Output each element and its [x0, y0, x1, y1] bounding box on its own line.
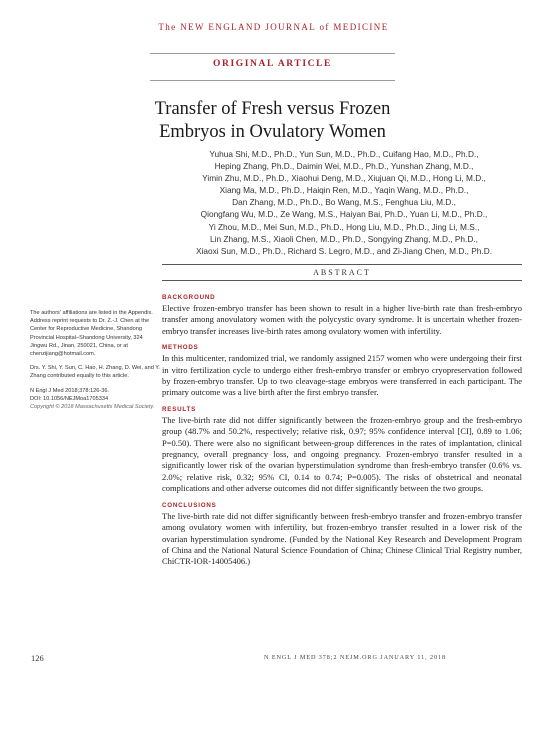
author-line: Yi Zhou, M.D., Mei Sun, M.D., Ph.D., Hong Liu, M.D., Ph.D., Jing Li, M.S., [208, 221, 480, 232]
header-rule-top [150, 53, 395, 54]
citation-note: N Engl J Med 2018;378:126-36. [30, 387, 109, 394]
author-list [168, 148, 520, 257]
results-text: The live-birth rate did not differ significantly between the frozen-embryo group and the fresh-embryo group (48.7% and 50.2%, respectively; relative risk, 0.97; 95% confidence interval [CI], 0.89 to 1.06; P=0.50). There were also no significant between-group differences in the rates of implantation, clinical pregnancy, overall pregnancy loss, and ongoing pregnancy. Frozen-embryo transfer resulted in a significantly lower risk of the ovarian hyperstimulation syndrome than fresh-embryo transfer (0.6% vs. 2.0%; relative risk, 0.32; 95% CI, 0.14 to 0.74; P=0.005). The risks of obstetrical and neonatal complications and other adverse outcomes did not differ significantly between the two groups. [162, 414, 522, 494]
equal-contribution-note: Drs. Y. Shi, Y. Sun, C. Hao, H. Zhang, D. Wei, and Y. Zhang contributed equally to this article. [30, 365, 160, 380]
author-affiliations-note: The authors' affiliations are listed in the Appendix. Address reprint requests to Dr. Z.-J. Chen at the Center for Reproductive Medicine, Shandong Provincial Hospital–Shandong University, 324 Jingwu Rd., Jinan, 250021, China, or at chenzijiang@hotmail.com. [30, 310, 153, 358]
author-line: Heping Zhang, Ph.D., Daimin Wei, M.D., Ph.D., Yunshan Zhang, M.D., [214, 161, 474, 172]
copyright-note: Copyright © 2018 Massachusetts Medical Society. [30, 404, 155, 411]
results-heading: RESULTS [162, 405, 197, 413]
background-heading: BACKGROUND [162, 294, 216, 301]
abstract-rule-bottom [162, 280, 522, 281]
author-line: Lin Zhang, M.S., Xiaoli Chen, M.D., Ph.D., Songying Zhang, M.D., Ph.D., [210, 233, 478, 244]
background-text: Elective frozen-embryo transfer has been shown to result in a higher live-birth rate than fresh-embryo transfer among anovulatory women with the polycystic ovary syndrome. It is uncertain whether frozen-embryo transfer increases live-birth rates among ovulatory women with infertility. [162, 303, 522, 336]
author-line: Dan Zhang, M.D., Ph.D., Bo Wang, M.S., Fenghua Liu, M.D., [232, 197, 456, 208]
sidebar-notes [30, 309, 160, 417]
abstract-heading: ABSTRACT [313, 268, 371, 277]
abstract-body [162, 294, 522, 575]
author-line: Qiongfang Wu, M.D., Ze Wang, M.S., Haiyan Bai, Ph.D., Yuan Li, M.D., Ph.D., [200, 209, 488, 220]
methods-text: In this multicenter, randomized trial, we randomly assigned 2157 women who were undergoing their first in vitro fertilization cycle to undergo either fresh-embryo transfer or embryo cryopreservation followed by frozen-embryo transfer. Up to two cleavage-stage embryos were transferred in each participant. The primary outcome was a live birth after the first embryo transfer. [162, 353, 522, 398]
author-line: Xiang Ma, M.D., Ph.D., Haiqin Ren, M.D., Yaqin Wang, M.D., Ph.D., [219, 185, 469, 196]
methods-heading: METHODS [162, 344, 199, 352]
author-line: Yimin Zhu, M.D., Ph.D., Xiaohui Deng, M.D., Xiujuan Qi, M.D., Hong Li, M.D., [202, 173, 486, 184]
journal-masthead: The NEW ENGLAND JOURNAL of MEDICINE [158, 22, 389, 32]
header-rule-bottom [150, 80, 395, 81]
page-number: 126 [31, 653, 44, 663]
conclusions-text: The live-birth rate did not differ significantly between fresh-embryo transfer and frozen-embryo transfer among ovulatory women with infertility, but frozen-embryo transfer resulted in a lower risk of the ovarian hyperstimulation syndrome. (Funded by the National Key Research and Development Program of China and the National Natural Science Foundation of China; Chinese Clinical Trial Registry number, ChiCTR-IOR-14005406.) [162, 510, 522, 567]
article-type-label: ORIGINAL ARTICLE [213, 59, 332, 69]
conclusions-heading: CONCLUSIONS [162, 501, 217, 509]
article-title: Transfer of Fresh versus Frozen Embryos in Ovulatory Women [154, 99, 391, 142]
page-footer: N ENGL J MED 378;2 NEJM.ORG JANUARY 11, 2018 [264, 654, 446, 661]
abstract-rule-top [162, 264, 522, 265]
author-line: Xiaoxi Sun, M.D., Ph.D., Richard S. Legro, M.D., and Zi-Jiang Chen, M.D., Ph.D. [195, 245, 493, 256]
doi-link[interactable]: DOI: 10.1056/NEJMoa1705334 [30, 395, 109, 402]
author-line: Yuhua Shi, M.D., Ph.D., Yun Sun, M.D., Ph.D., Cuifang Hao, M.D., Ph.D., [209, 149, 479, 159]
